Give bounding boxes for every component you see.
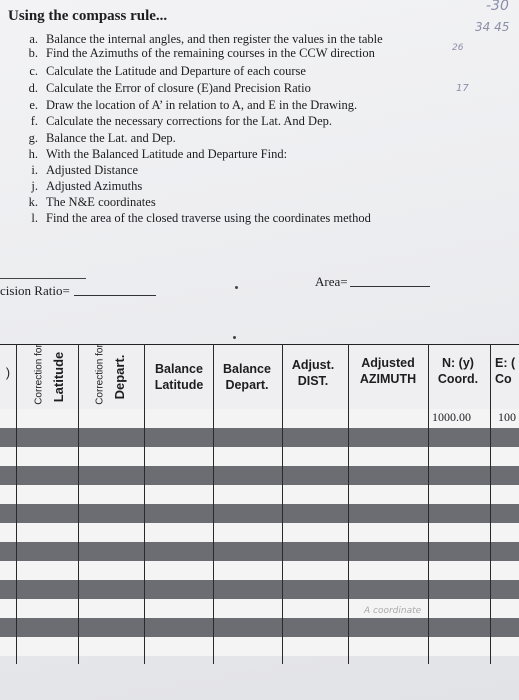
page-heading: Using the compass rule... [8,8,168,24]
list-item: k. The N&E coordinates [28,195,156,209]
list-item: b. Find the Azimuths of the remaining courses in the CCW direction [28,46,375,60]
correction-departure-header: Correction for Depart. [94,344,127,405]
correction-latitude-header: Correction for Latitude [33,344,66,405]
column-divider [348,344,349,664]
n-coordinate-start: 1000.00 [432,410,471,424]
list-item: a. Balance the internal angles, and then register the values in the table [29,32,383,46]
handwritten-note-minus30: -30 [486,0,509,14]
column-divider [282,344,283,664]
column-divider [213,344,214,664]
edge-col-header: ) [5,366,11,380]
column-divider [428,344,429,664]
column-divider [490,344,491,664]
blank-line [74,295,156,296]
pen-dot [233,336,236,339]
handwritten-note-26: 26 [452,43,464,53]
blank-line [350,286,430,287]
balance-latitude-header: Balance Latitude [154,362,204,392]
precision-ratio-label: cision Ratio= [0,283,70,298]
list-item: e. Draw the location of A’ in relation to A, and E in the Drawing. [29,98,358,112]
list-item: i. Adjusted Distance [31,163,138,177]
e-coordinate-header: E: ( Co [495,356,516,386]
adjusted-azimuth-header: Adjusted AZIMUTH [359,356,417,386]
a-coordinate-stamp: A coordinate [364,606,422,616]
divider [0,278,86,279]
precision-ratio-field [0,283,156,299]
column-divider [78,344,79,664]
balance-departure-header: Balance Depart. [223,362,271,392]
adjusted-distance-header: Adjust. DIST. [291,358,335,388]
list-item: h. With the Balanced Latitude and Departure Find: [28,147,288,161]
handwritten-note-3445: 34 45 [475,20,510,34]
pen-dot [235,286,238,289]
column-divider [16,344,17,664]
list-item: c. Calculate the Latitude and Departure of each course [29,64,306,78]
list-item: l. Find the area of the closed traverse using the coordinates method [31,211,371,225]
area-label: Area= [315,274,348,289]
list-item: d. Calculate the Error of closure (E)and Precision Ratio [28,81,311,95]
list-item: f. Calculate the necessary corrections for the Lat. And Dep. [30,114,332,128]
e-coordinate-start: 100 [498,410,516,424]
list-item: g. Balance the Lat. and Dep. [28,131,176,145]
area-field [315,274,430,290]
n-coordinate-header: N: (y) Coord. [437,356,479,386]
column-divider [144,344,145,664]
handwritten-note-17: 17 [456,83,469,94]
list-item: j. Adjusted Azimuths [31,179,143,193]
